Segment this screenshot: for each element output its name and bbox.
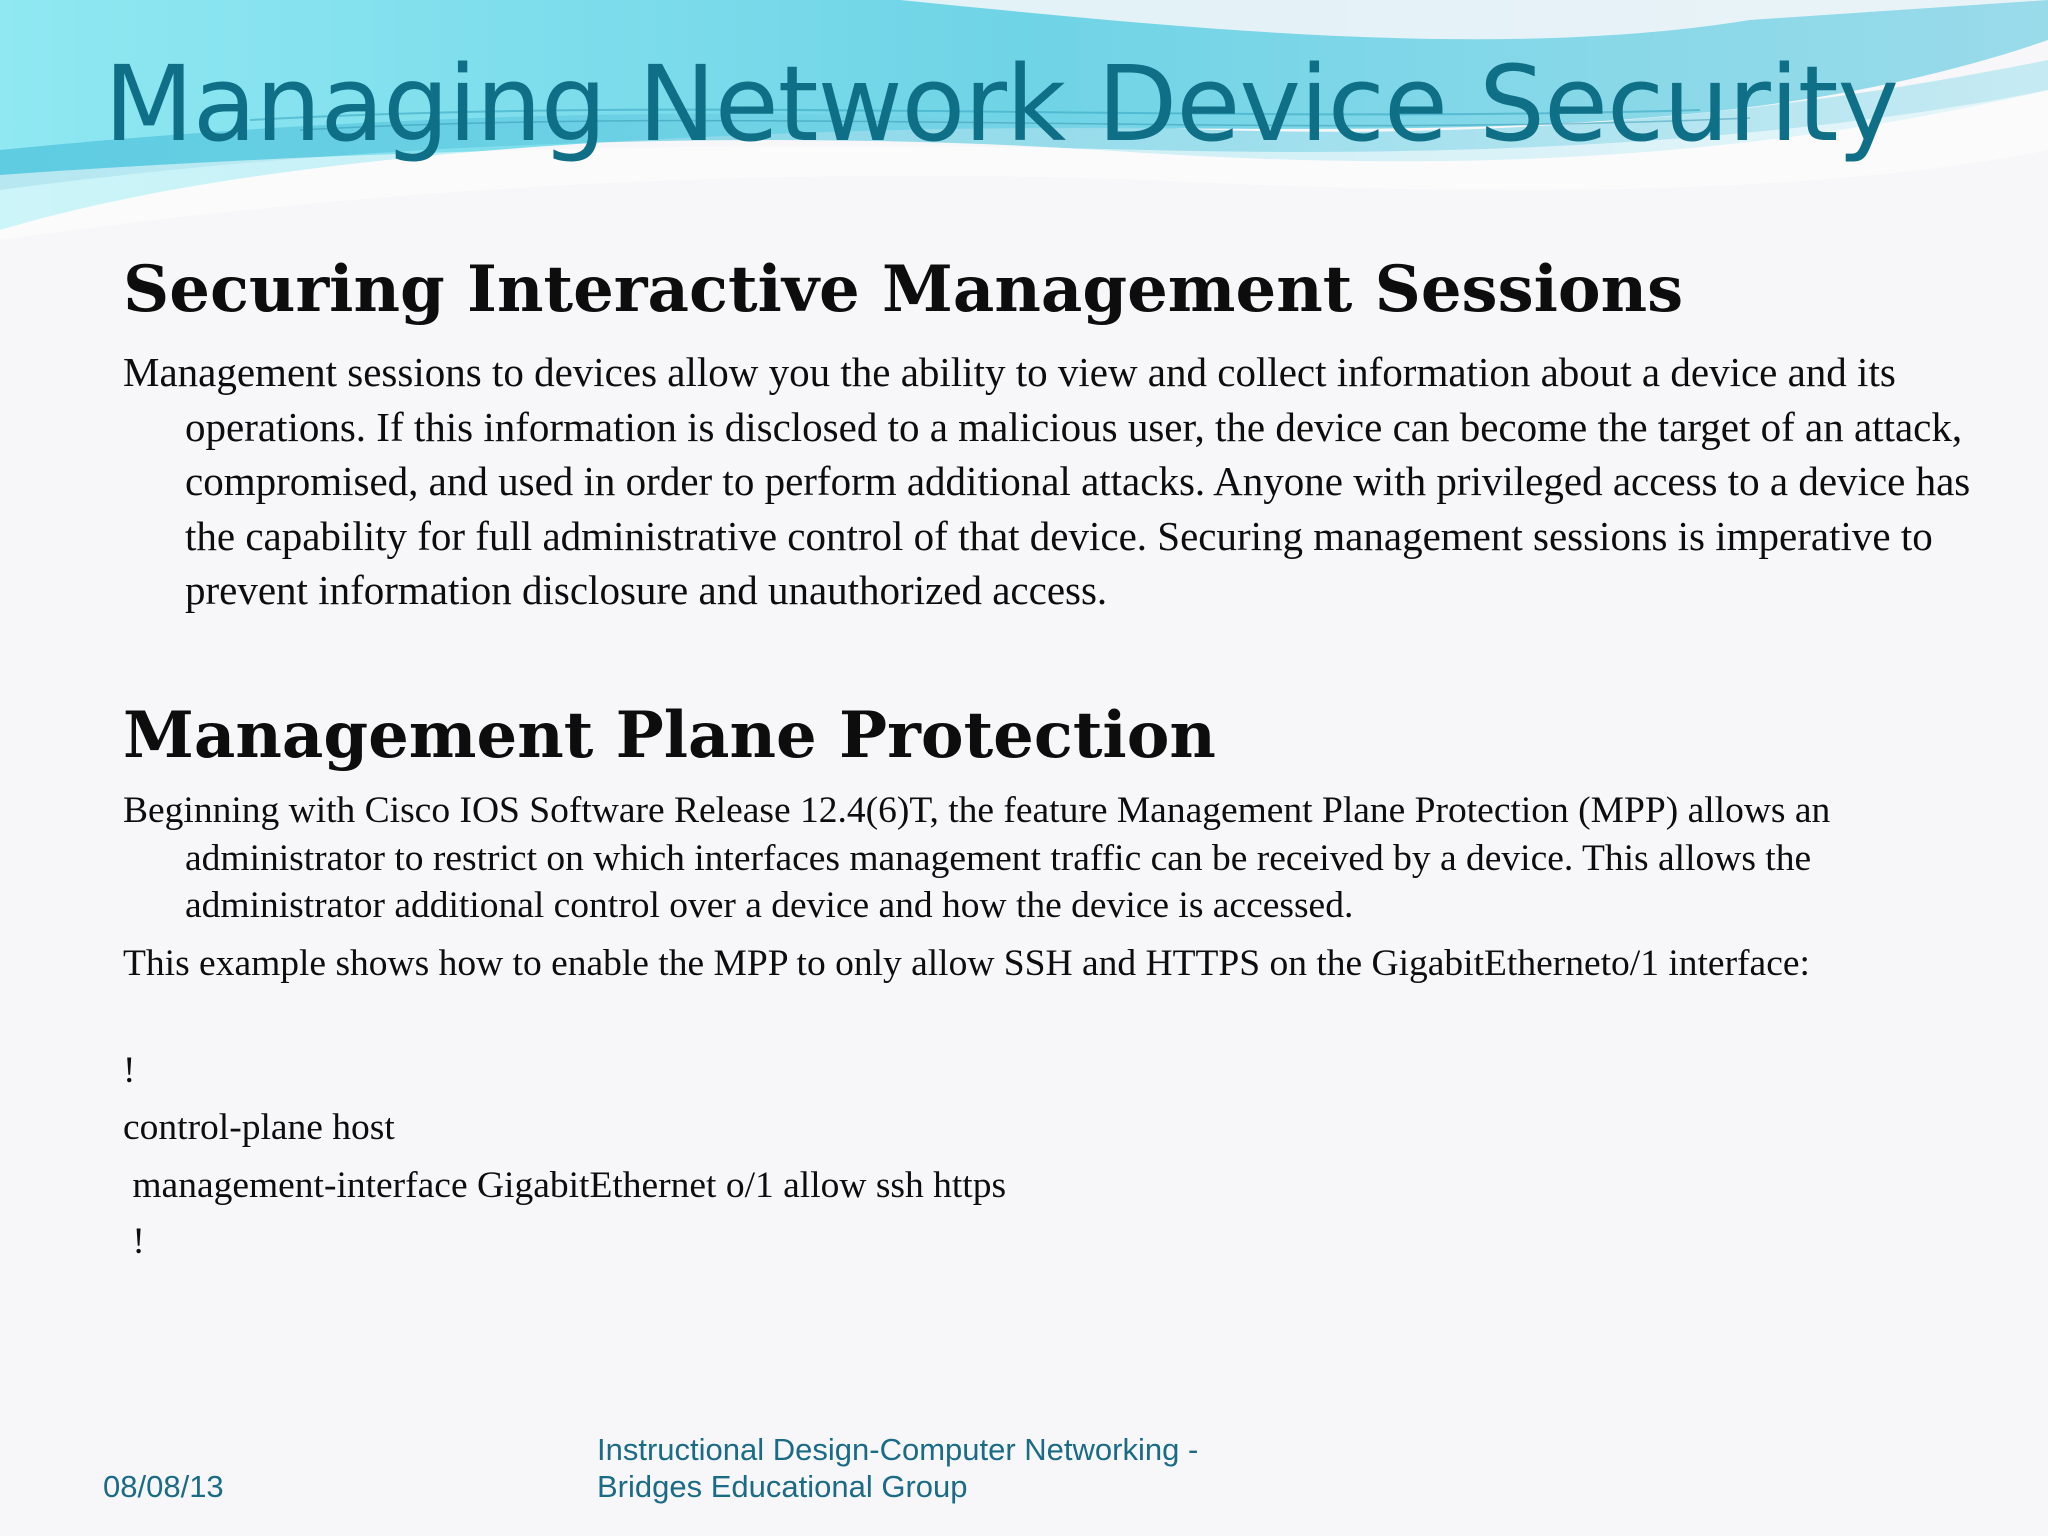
code-line: control-plane host <box>123 1107 395 1148</box>
code-line: management-interface GigabitEthernet o/1 allow ssh https <box>123 1165 1007 1206</box>
section-heading-interactive-sessions: Securing Interactive Management Sessions <box>123 252 1684 327</box>
code-line: ! <box>123 1050 136 1091</box>
paragraph-mpp-intro: Beginning with Cisco IOS Software Release 12.4(6)T, the feature Management Plane Protection (MPP) allows an administrator to restrict on which interfaces management traffic can be received by a device. This allows the administrator additional control over a device and how the device is accessed. <box>123 790 1831 926</box>
paragraph-interactive-sessions: Management sessions to devices allow you the ability to view and collect information about a device and its operations. If this information is disclosed to a malicious user, the device can become the target of an attack, compromised, and used in order to perform additional attacks. Anyone with privileged access to a device has the capability for full administrative control of that device. Securing management sessions is imperative to prevent information disclosure and unauthorized access. <box>123 349 1971 614</box>
code-line: ! <box>123 1221 145 1262</box>
section-heading-management-plane: Management Plane Protection <box>123 698 1216 773</box>
footer-credit-line-1: Instructional Design-Computer Networking - <box>597 1432 1199 1467</box>
footer-date: 08/08/13 <box>103 1469 224 1504</box>
slide-title: Managing Network Device Security <box>104 43 1899 165</box>
footer-credit-line-2: Bridges Educational Group <box>597 1469 968 1504</box>
paragraph-mpp-example: This example shows how to enable the MPP to only allow SSH and HTTPS on the GigabitEtherneto/1 interface: <box>123 943 1810 984</box>
